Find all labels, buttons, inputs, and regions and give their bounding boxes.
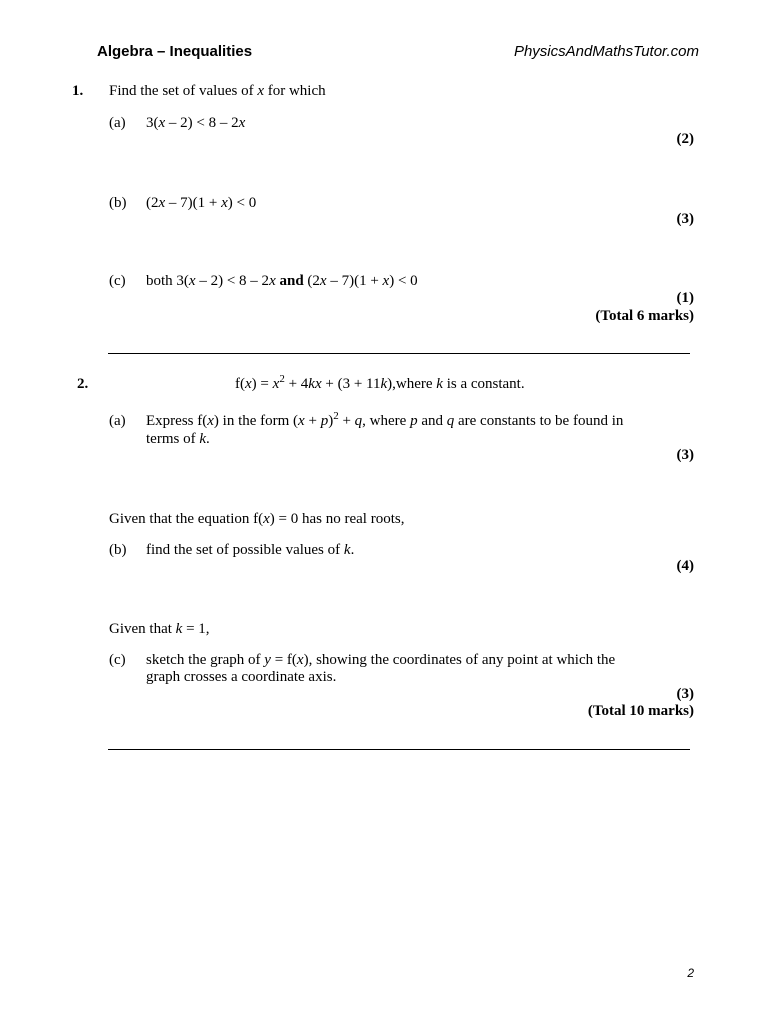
q1c-inequality: both 3(x – 2) < 8 – 2x and (2x – 7)(1 + x) < 0 [146, 273, 418, 289]
q1a-marks: (2) [676, 131, 694, 147]
question-2-number: 2. [77, 376, 89, 392]
q1c-marks: (1) [676, 290, 694, 306]
source-site: PhysicsAndMathsTutor.com [513, 43, 699, 60]
question-1-stem: Find the set of values of x for which [109, 83, 326, 99]
q2a-text-line2: terms of k. [146, 431, 210, 447]
q2a-marks: (3) [676, 447, 694, 463]
q2-total-marks: (Total 10 marks) [587, 703, 694, 719]
q2a-label: (a) [109, 413, 126, 429]
q2b-marks: (4) [676, 558, 694, 574]
divider-line [108, 353, 690, 354]
q2c-marks: (3) [676, 686, 694, 702]
q2-given-k: Given that k = 1, [109, 621, 210, 637]
q1-total-marks: (Total 6 marks) [595, 308, 694, 324]
q2c-text-line2: graph crosses a coordinate axis. [146, 669, 337, 685]
divider-line [108, 749, 690, 750]
q1b-label: (b) [109, 195, 127, 211]
question-1-number: 1. [72, 83, 84, 99]
q2-given-no-real-roots: Given that the equation f(x) = 0 has no real roots, [109, 511, 405, 527]
q2b-text: find the set of possible values of k. [146, 542, 355, 558]
q2-function-definition: $f(x) = x^2 + 4kx + (3$ + 11k),where k is a constant. [235, 373, 525, 392]
q1a-inequality: 3(x – 2) < 8 – 2x [146, 115, 246, 131]
q1b-marks: (3) [676, 211, 694, 227]
q1c-label: (c) [109, 273, 126, 289]
worksheet-title: Algebra – Inequalities [97, 43, 253, 60]
q1a-label: (a) [109, 115, 126, 131]
page-number: 2 [687, 966, 694, 980]
q2c-text-line1: sketch the graph of y = f(x), showing the coordinates of any point at which the [146, 652, 616, 668]
q1b-inequality: (2x – 7)(1 + x) < 0 [146, 195, 257, 211]
q2a-text-line1: Express f(x) in the form $(x + p)^2 + q$, where p and q are constants to be found in [146, 410, 624, 429]
q2c-label: (c) [109, 652, 126, 668]
q2b-label: (b) [109, 542, 127, 558]
